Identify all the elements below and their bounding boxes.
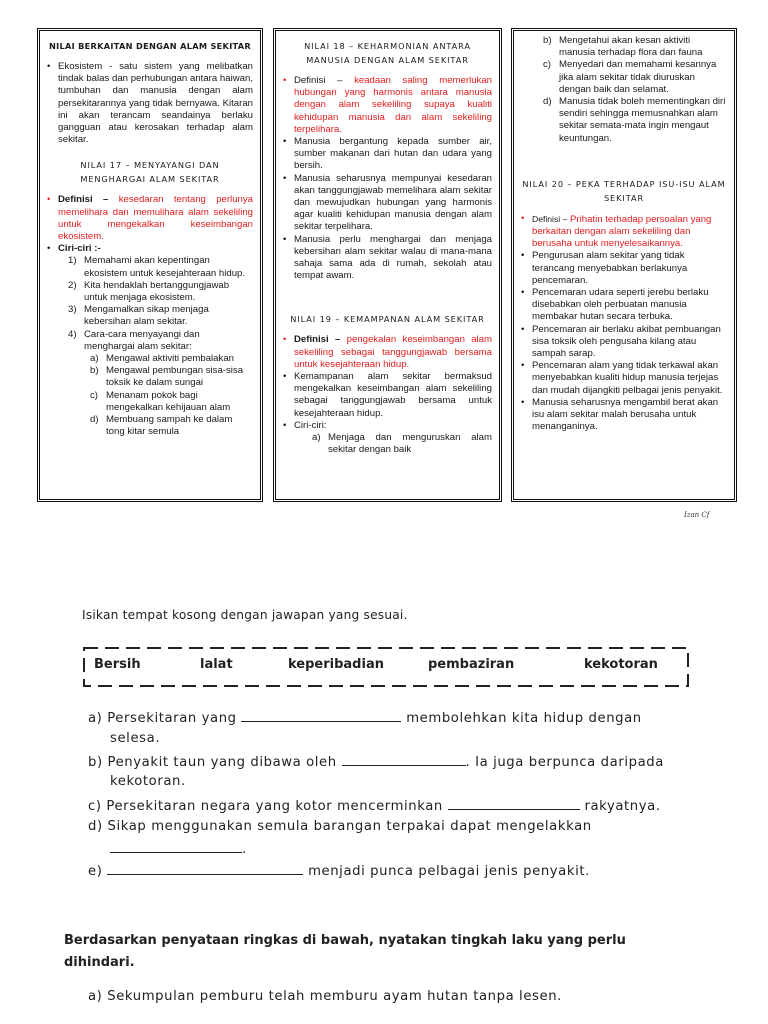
list-item: 2) Kita hendaklah bertanggungjawab untuk menjaga ekosistem.	[68, 279, 230, 304]
list-item: • Pencemaran udara seperti jerebu berlaku disebabkan oleh perbuatan manusia membakar hutan secara terbuka.	[521, 287, 727, 324]
question-e: e) menjadi punca pelbagai jenis penyakit.	[88, 864, 590, 879]
box-title: NILAI BERKAITAN DENGAN ALAM SEKITAR	[48, 41, 252, 51]
list-item: a) Menjaga dan menguruskan alam sekitar dengan baik	[312, 432, 492, 456]
question-d-cont: .	[110, 840, 247, 857]
nilai-17-list	[47, 194, 253, 438]
ciri-label: Ciri-ciri:	[294, 419, 327, 431]
question-b-cont: kekotoran.	[110, 774, 186, 789]
definisi-item	[283, 334, 492, 371]
nilai-19-title: NILAI 19 – KEMAMPANAN ALAM SEKITAR	[290, 314, 485, 325]
nilai-18-list	[283, 75, 492, 282]
definisi-text: Prihatin terhadap persoalan yang berkaitan dengan alam sekeliling dan berusaha untuk menyelesaikannya.	[532, 213, 712, 250]
list-item: c) Menanam pokok bagi mengekalkan kehijauan alam	[90, 389, 231, 413]
ciri-list	[294, 432, 492, 456]
list-item: • Manusia perlu menghargai dan menjaga kebersihan alam sekitar walau di mana-mana sahaja sama ada di rumah, sekolah atau tempat awam.	[283, 234, 492, 283]
list-item: b) Mengawal pembungan sisa-sisa toksik ke dalam sungai	[90, 365, 244, 389]
ciri-continued-list	[521, 35, 727, 145]
answer-blank-c[interactable]	[448, 797, 580, 810]
definisi-label: Definisi –	[58, 194, 109, 206]
list-item: 1) Memahami akan kepentingan ekosistem untuk kesejahteraan hidup.	[68, 255, 246, 279]
list-item: • Pencemaran air berlaku akibat pembuangan sisa toksik oleh pengusaha kilang atau sampah sarap.	[521, 324, 727, 361]
list-item: d) Manusia tidak boleh mementingkan diri sendiri sehingga memusnahkan alam sekitar semata-mata ingin mengaut keuntungan.	[543, 96, 726, 144]
exercise-instruction: Isikan tempat kosong dengan jawapan yang sesuai.	[82, 608, 408, 622]
definisi-label: Definisi –	[294, 334, 341, 346]
list-item: b) Mengetahui akan kesan aktiviti manusia terhadap flora dan fauna	[543, 35, 703, 59]
word-bank-item: Bersih	[94, 657, 141, 672]
nilai-18-title: NILAI 18 – KEHARMONIAN ANTARA MANUSIA DENGAN ALAM SEKITAR	[304, 41, 471, 65]
definisi-item	[283, 75, 492, 136]
ekosistem-list	[47, 61, 253, 146]
info-box-nilai-18-19	[273, 28, 502, 502]
list-item: • Manusia bergantung kepada sumber air, sumber makanan dari hutan dan udara yang bersih.	[283, 136, 492, 173]
question-c: c) Persekitaran negara yang kotor mencerminkan rakyatnya.	[88, 799, 661, 814]
list-item: • Manusia seharusnya mempunyai kesedaran akan tanggungjawab memelihara alam sekitar dan mewujudkan hubungan yang harmonis agar kualiti kehidupan manusia dengan alam sekitar terpelihara.	[283, 173, 492, 234]
question-b: b) Penyakit taun yang dibawa oleh . Ia juga berpunca daripada	[88, 755, 664, 770]
cara-list	[84, 353, 253, 438]
word-bank-item: kekotoran	[584, 657, 658, 672]
word-bank-box	[82, 645, 690, 689]
definisi-item	[521, 213, 727, 251]
question-a: a) Persekitaran yang membolehkan kita hidup dengan	[88, 711, 642, 726]
definisi-text: kesedaran tentang perlunya memelihara dan memulihara alam sekeliling untuk mengekalkan keseimbangan ekosistem.	[58, 194, 254, 243]
definisi-label: Definisi –	[532, 213, 568, 224]
list-item: 4) Cara-cara menyayangi dan menghargai alam sekitar: a) Mengawal aktiviti pembalakan b) Mengawal pembungan sisa-sisa toksik ke dalam sungai c) Menanam pokok bagi mengekalkan kehijauan alam d) Membuang sampah ke dalam tong kitar semula	[68, 329, 253, 439]
ekosistem-text: • Ekosistem - satu sistem yang melibatkan tindak balas dan perhubungan antara haiwan, tumbuhan dan manusia dengan alam persekitarannya yang tidak bernyawa. Kitaran ini akan terancam seandainya berlaku gangguan atau kerosakan terhadap alam sekitar.	[47, 61, 253, 146]
info-box-nilai-17	[37, 28, 263, 502]
definisi-label: Definisi –	[294, 75, 343, 86]
nilai-20-title: NILAI 20 – PEKA TERHADAP ISU-ISU ALAM SEKITAR	[522, 178, 726, 203]
question-a-cont: selesa.	[110, 731, 161, 746]
word-bank-item: pembaziran	[428, 657, 515, 672]
list-item: • Kemampanan alam sekitar bermaksud mengekalkan keseimbangan alam sekeliling sebagai tanggungjawab bersama untuk kesejahteraan hidup.	[283, 371, 492, 420]
nilai-17-title: NILAI 17 – MENYAYANGI DAN MENGHARGAI ALAM SEKITAR	[80, 160, 220, 185]
ciri-label: Ciri-ciri :-	[58, 243, 101, 255]
definisi-text: keadaan saling memerlukan hubungan yang harmonis antara manusia dengan alam sekeliling supaya kualiti kehidupan manusia dan alam sekeliling terpelihara.	[294, 75, 492, 135]
definisi-text: pengekalan keseimbangan alam sekeliling sebagai tanggungjawab bersama untuk kesejahteraan hidup.	[294, 334, 493, 370]
list-item: • Pengurusan alam sekitar yang tidak terancang menyebabkan berlakunya pencemaran.	[521, 250, 727, 287]
ciri-list	[58, 255, 253, 438]
list-item: • Manusia seharusnya mengambil berat akan isu alam sekitar malah berusaha untuk menanganinya.	[521, 397, 727, 434]
list-item: a) Mengawal aktiviti pembalakan	[90, 353, 234, 365]
question-d: d) Sikap menggunakan semula barangan terpakai dapat mengelakkan	[88, 819, 592, 834]
definisi-item	[47, 194, 253, 243]
answer-blank-d[interactable]	[110, 840, 242, 853]
answer-blank-e[interactable]	[107, 862, 303, 875]
nilai-19-list	[283, 334, 492, 456]
section-2-question-a: a) Sekumpulan pemburu telah memburu ayam hutan tanpa lesen.	[88, 989, 562, 1004]
list-item: c) Menyedari dan memahami kesannya jika alam sekitar tidak diuruskan dengan baik dan selamat.	[543, 59, 717, 95]
list-item: d) Membuang sampah ke dalam tong kitar semula	[90, 414, 233, 438]
nilai-20-list	[521, 213, 727, 434]
ciri-item	[47, 243, 253, 438]
answer-blank-a[interactable]	[241, 709, 401, 722]
list-item: 3) Mengamalkan sikap menjaga kebersihan alam sekitar.	[68, 304, 209, 328]
list-item: • Pencemaran alam yang tidak terkawal akan menyebabkan kualiti hidup manusia terjejas dan mudah dijangkiti pelbagai jenis penyakit.	[521, 360, 727, 397]
answer-blank-b[interactable]	[342, 753, 466, 766]
word-bank-item: keperibadian	[288, 657, 384, 672]
info-box-nilai-20	[511, 28, 737, 502]
section-2-instruction: Berdasarkan penyataan ringkas di bawah, nyatakan tingkah laku yang perlu dihindari.	[64, 933, 626, 970]
ciri-item	[283, 420, 492, 457]
word-bank-item: lalat	[200, 657, 233, 672]
signature: Izan Cf	[684, 511, 710, 519]
